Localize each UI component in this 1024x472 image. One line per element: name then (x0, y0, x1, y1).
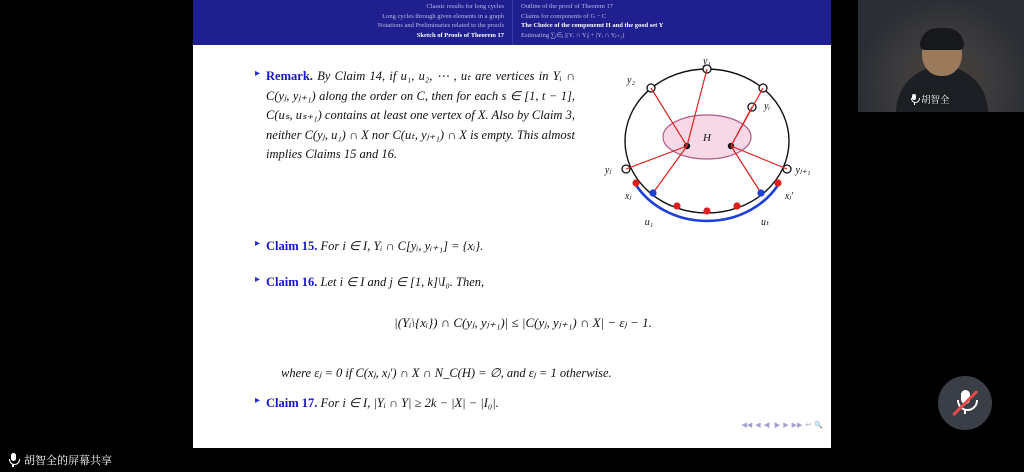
svg-text:xⱼ′: xⱼ′ (784, 191, 794, 202)
screen-share-status-bar (0, 448, 1024, 472)
claim-17-label: Claim 17. (266, 396, 318, 410)
nav-search-icon[interactable]: 🔍 (814, 421, 823, 429)
claim-15-paragraph (266, 237, 483, 257)
svg-text:yᵢ: yᵢ (763, 101, 771, 112)
claim-17-paragraph (266, 394, 499, 414)
bullet-claim-16 (255, 273, 775, 293)
header-section-item[interactable]: Notations and Preliminaries related to the proofs (377, 22, 504, 30)
claim-15-label: Claim 15. (266, 239, 318, 253)
bullet-triangle-icon: ▸ (255, 68, 261, 79)
remark-paragraph (266, 67, 575, 165)
nav-back-icon[interactable]: ↩ (805, 421, 812, 429)
nav-prev-frame-icon[interactable]: ◀ (755, 421, 761, 429)
bullet-claim-17 (255, 394, 775, 414)
slide-header-navigation (193, 0, 831, 45)
microphone-icon (910, 94, 918, 105)
header-section-item[interactable]: Long cycles through given elements in a graph (382, 12, 504, 20)
header-section-item[interactable]: Classic results for long cycles (426, 3, 504, 10)
sharing-status (0, 452, 112, 468)
displayed-equation: |(Yᵢ\{xᵢ}) ∩ C(yⱼ, yⱼ₊₁)| ≤ |C(yⱼ, yⱼ₊₁) ∩ X| − εⱼ − 1. (394, 315, 652, 330)
mute-toggle-button[interactable] (938, 376, 992, 430)
bullet-triangle-icon: ▸ (255, 395, 261, 406)
bullet-remark (255, 67, 575, 165)
header-subsection-item[interactable]: Outline of the proof of Theorem 17 (521, 3, 613, 10)
svg-text:yⱼ₊₁: yⱼ₊₁ (795, 165, 811, 176)
participant-name-label: 胡智全 (921, 95, 950, 106)
header-subsection-item[interactable]: Estimating ∑ⱼ∈ⱼ |(Yᵢ ∩ Yⱼ| + |Yᵢ ∩ Yⱼ₊₁) (521, 31, 625, 39)
svg-text:u₁: u₁ (644, 217, 654, 228)
nav-next-slide-icon[interactable]: |▶ (773, 421, 781, 429)
slide-header-sections (193, 0, 512, 45)
remark-text: By Claim 14, if u₁, u₂, ⋯ , uₜ are vertices in Yᵢ ∩ C(yⱼ, yⱼ₊₁) along the order on C, then for each s ∈ [1, t − 1], C(uₛ, uₛ₊₁) contains at least one vertex of X. Also by Claim 3, neither C(yⱼ, u₁) ∩ X nor C(uₜ, yⱼ₊₁) ∩ X is empty. This almost implies Claims 15 and 16. (266, 69, 575, 161)
svg-text:xⱼ: xⱼ (624, 191, 632, 202)
svg-text:y₁: y₁ (703, 56, 711, 67)
svg-text:y₂: y₂ (627, 75, 635, 86)
claim-16-label: Claim 16. (266, 275, 318, 289)
nav-first-icon[interactable]: ◀◀ (741, 421, 753, 429)
bullet-triangle-icon: ▸ (255, 274, 261, 285)
claim-16-paragraph (266, 273, 484, 293)
nav-prev-slide-icon[interactable]: ◀| (763, 421, 771, 429)
graph-figure (591, 53, 823, 233)
remark-label: Remark. (266, 69, 313, 83)
header-subsection-item-active[interactable]: The Choice of the componemt H and the good set Y (521, 22, 664, 30)
header-section-item-active[interactable]: Sketch of Proofs of Theorem 17 (416, 31, 504, 39)
slide-content (193, 45, 831, 448)
claim-15-text: For i ∈ I, Yᵢ ∩ C[yᵢ, yᵢ₊₁] = {xᵢ}. (317, 239, 484, 253)
graph-figure-svg (591, 53, 823, 233)
sharing-status-label: 胡智全的屏幕共享 (24, 455, 112, 467)
svg-text:uₜ: uₜ (761, 217, 769, 228)
slide-navigation-icons[interactable] (741, 421, 823, 429)
svg-text:H: H (703, 132, 711, 144)
microphone-icon (8, 453, 18, 467)
header-subsection-item[interactable]: Claims for components of G − C (521, 12, 607, 20)
presentation-slide (193, 0, 831, 472)
bullet-triangle-icon: ▸ (255, 238, 261, 249)
claim-16-text: Let i ∈ I and j ∈ [1, k]\I₀. Then, (317, 275, 485, 289)
nav-last-icon[interactable]: ▶▶ (791, 421, 803, 429)
nav-next-frame-icon[interactable]: ▶ (783, 421, 789, 429)
equation-condition-text: where εⱼ = 0 if C(xⱼ, xⱼ′) ∩ X ∩ N_C(H) = ∅, and εⱼ = 1 otherwise. (281, 366, 612, 380)
bullet-claim-15 (255, 237, 775, 257)
participant-name-badge (910, 92, 950, 106)
video-person-hair (920, 28, 964, 50)
slide-header-subsections (512, 0, 831, 45)
participant-video-tile[interactable] (858, 0, 1024, 112)
claim-17-text: For i ∈ I, |Yᵢ ∩ Y| ≥ 2k − |X| − |I₀|. (317, 396, 499, 410)
svg-text:yⱼ: yⱼ (604, 165, 612, 176)
